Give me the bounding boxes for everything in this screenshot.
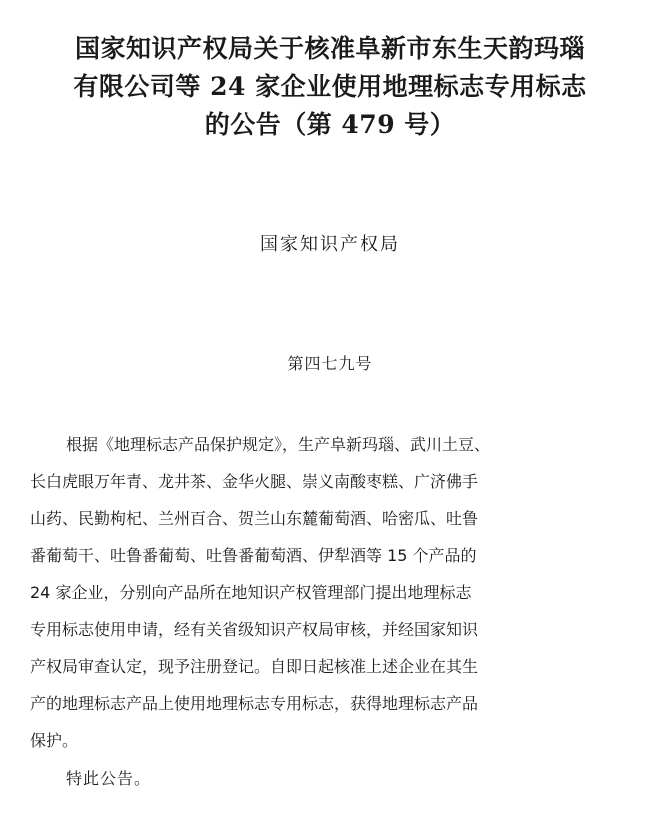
title-line: 的公告（第 479 号）	[204, 110, 456, 139]
issuer-name: 国家知识产权局	[260, 234, 400, 255]
closing-remark: 特此公告。	[66, 769, 152, 788]
body-line: 保护。	[30, 731, 79, 750]
body-line: 长白虎眼万年青、龙井茶、金华火腿、崇义南酸枣糕、广济佛手	[30, 472, 479, 491]
body-line: 产权局审查认定，现予注册登记。自即日起核准上述企业在其生	[30, 657, 479, 676]
body-paragraph	[30, 426, 636, 759]
body-line: 24 家企业，分别向产品所在地知识产权管理部门提出地理标志	[30, 583, 472, 602]
title-line: 有限公司等 24 家企业使用地理标志专用标志	[73, 72, 587, 101]
announcement-number: 第四七九号	[287, 354, 373, 373]
title-line: 国家知识产权局关于核准阜新市东生天韵玛瑙	[74, 34, 585, 63]
body-line: 产的地理标志产品上使用地理标志专用标志，获得地理标志产品	[30, 694, 479, 713]
body-line: 山药、民勤枸杞、兰州百合、贺兰山东麓葡萄酒、哈密瓜、吐鲁	[30, 509, 479, 528]
body-line: 专用标志使用申请，经有关省级知识产权局审核，并经国家知识	[30, 620, 479, 639]
body-line: 番葡萄干、吐鲁番葡萄、吐鲁番葡萄酒、伊犁酒等 15 个产品的	[30, 546, 477, 565]
body-line: 根据《地理标志产品保护规定》，生产阜新玛瑙、武川土豆、	[66, 435, 491, 454]
document-title	[20, 30, 640, 144]
